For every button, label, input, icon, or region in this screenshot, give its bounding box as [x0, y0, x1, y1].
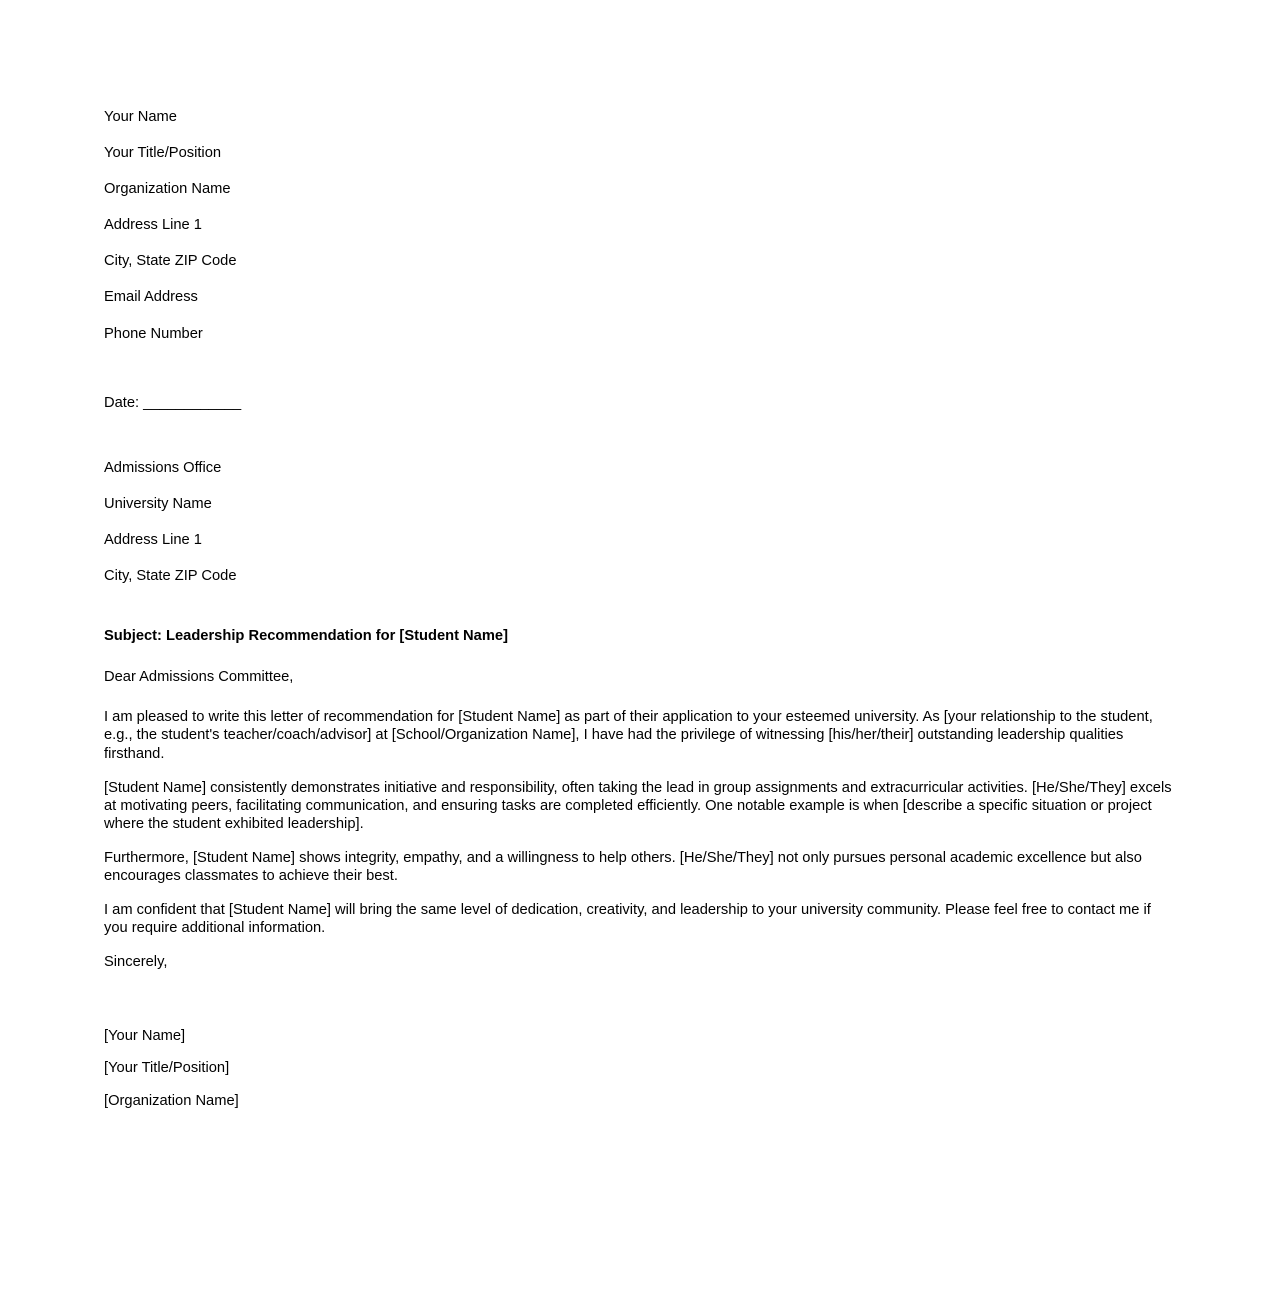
- date-line: Date: ____________: [104, 394, 242, 411]
- recipient-office: Admissions Office: [104, 459, 222, 476]
- spacer-subject-salutation: [104, 645, 1172, 668]
- subject-line: Subject: Leadership Recommendation for [Student Name]: [104, 628, 508, 645]
- sender-organization: Organization Name: [104, 181, 231, 198]
- signature-organization: [Organization Name]: [104, 1092, 239, 1109]
- spacer-recipient-subject: [104, 603, 1172, 627]
- signature-title: [Your Title/Position]: [104, 1060, 230, 1077]
- sender-city-state-zip: City, State ZIP Code: [104, 253, 237, 270]
- sender-address-line-1: Address Line 1: [104, 217, 202, 234]
- letter-body: [104, 90, 1172, 1110]
- sender-phone: Phone Number: [104, 325, 203, 342]
- signature-name: [Your Name]: [104, 1028, 186, 1045]
- recipient-university: University Name: [104, 495, 212, 512]
- spacer-sender-date: [104, 361, 1172, 394]
- salutation: Dear Admissions Committee,: [104, 669, 294, 686]
- sender-title: Your Title/Position: [104, 145, 222, 162]
- spacer-date-recipient: [104, 412, 1172, 441]
- recipient-address-block: [104, 441, 1172, 603]
- recipient-address-line-1: Address Line 1: [104, 531, 202, 548]
- sender-address-block: [104, 90, 1172, 361]
- sender-name: Your Name: [104, 109, 177, 125]
- body-paragraph: I am confident that [Student Name] will bring the same level of dedication, creativity, and leadership to your university community. Please feel free to contact me if you require additional information.: [104, 902, 1151, 937]
- sender-email: Email Address: [104, 289, 198, 306]
- body-paragraph: Furthermore, [Student Name] shows integrity, empathy, and a willingness to help others. [He/She/They] not only pursues personal academic excellence but also encourages classmates to achieve their best.: [104, 849, 1142, 884]
- recipient-city-state-zip: City, State ZIP Code: [104, 568, 237, 585]
- body-paragraph: I am pleased to write this letter of recommendation for [Student Name] as part of their application to your esteemed university. As [your relationship to the student, e.g., the student's teacher/coach/advisor] at [School/Organization Name], I have had the privilege of witnessing [his/her/their] outstanding leadership qualities firsthand.: [104, 709, 1153, 762]
- signature-space: [104, 971, 1172, 1027]
- closing-line: Sincerely,: [104, 954, 168, 971]
- body-paragraph: [Student Name] consistently demonstrates initiative and responsibility, often taking the lead in group assignments and extracurricular activities. [He/She/They] excels at motivating peers, facilitating communication, and ensuring tasks are completed efficiently. One notable example is when [describe a specific situation or project where the student exhibited leadership].: [104, 779, 1172, 832]
- spacer-salutation-body: [104, 686, 1172, 708]
